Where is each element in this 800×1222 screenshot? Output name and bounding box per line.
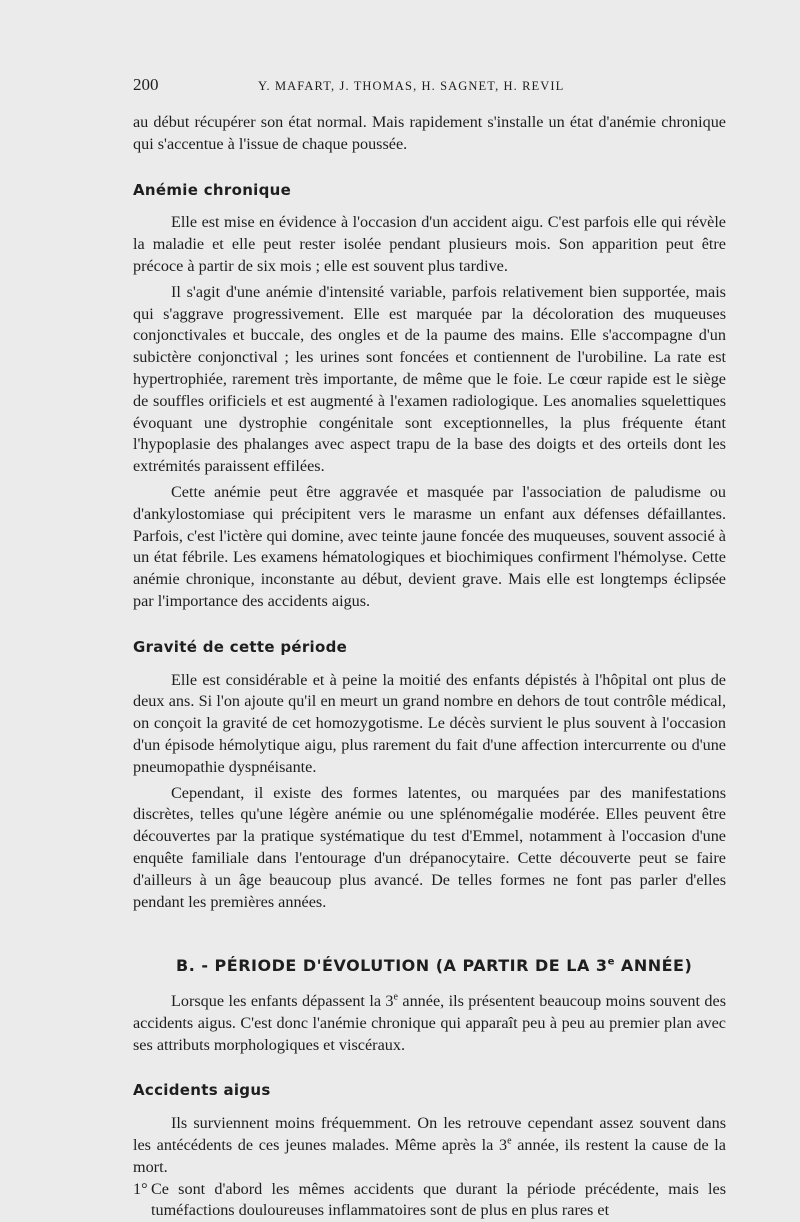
section-b-title-part: B. - PÉRIODE D'ÉVOLUTION (A PARTIR DE LA 3 (176, 956, 608, 976)
paragraph: Cette anémie peut être aggravée et masquée par l'association de paludisme ou d'ankylostomiase qui précipitent vers le marasme un enfant aux défenses défaillantes. Parfois, c'est l'ictère qui domine, avec teinte jaune foncée des muqueuses, souvent associé à un état fébrile. Les examens hématologiques et biochimiques confirment l'hémolyse. Cette anémie chronique, inconstante au début, devient grave. Mais elle est longtemps éclipsée par l'importance des accidents aigus. (133, 482, 726, 610)
superscript: e (607, 956, 615, 968)
text-run: année, ils restent la cause de la mort. (133, 1136, 726, 1176)
page-header (133, 74, 723, 97)
section-b-heading (176, 955, 726, 977)
superscript: e (393, 991, 398, 1003)
text-run: Ils surviennent moins fréquemment. On les retrouve cependant assez souvent dans les antécédents de ces jeunes malades. Même après la 3 (133, 1114, 726, 1155)
text-run: année, ils présentent beaucoup moins souvent des accidents aigus. C'est donc l'anémie chronique qui apparaît peu à peu au premier plan avec ses attributs morphologiques et viscéraux. (133, 992, 726, 1054)
numbered-item (133, 1179, 726, 1222)
text-run: Lorsque les enfants dépassent la 3 (171, 992, 394, 1011)
page-number: 200 (133, 75, 159, 94)
paragraph (133, 991, 726, 1056)
paragraph: Elle est mise en évidence à l'occasion d'un accident aigu. C'est parfois elle qui révèle la maladie et elle peut rester isolée pendant plusieurs mois. Son apparition peut être précoce à partir de six mois ; elle est souvent plus tardive. (133, 213, 726, 275)
page-body (133, 112, 726, 1222)
item-text: Ce sont d'abord les mêmes accidents que durant la période précédente, mais les tuméfactions douloureuses inflammatoires sont de plus en plus rares et (151, 1179, 726, 1220)
running-head: Y. MAFART, J. THOMAS, H. SAGNET, H. REVIL (258, 79, 565, 93)
paragraph: Cependant, il existe des formes latentes, ou marquées par des manifestations discrètes, telles qu'une légère anémie ou une splénomégalie modérée. Elles peuvent être découvertes par la pratique systématique du test d'Emmel, notamment à l'occasion d'une enquête familiale dans l'entourage d'un drépanocytaire. Cette découverte peut se faire d'ailleurs à un âge beaucoup plus avancé. De telles formes ne font pas parler d'elles pendant les premières années. (133, 783, 726, 911)
intro-paragraph: au début récupérer son état normal. Mais rapidement s'installe un état d'anémie chronique qui s'accentue à l'issue de chaque poussée. (133, 113, 726, 153)
heading-anemie-chronique: Anémie chronique (133, 180, 292, 199)
heading-gravite: Gravité de cette période (133, 637, 348, 656)
paragraph: Il s'agit d'une anémie d'intensité variable, parfois relativement bien supportée, mais qui s'aggrave progressivement. Elle est marquée par la décoloration des muqueuses conjonctivales et buccale, des ongles et de la paume des mains. Elle s'accompagne d'un subictère conjonctival ; les urines sont foncées et contiennent de l'urobiline. La rate est hypertrophiée, rarement très importante, de même que le foie. Le cœur rapide est le siège de souffles orificiels et est augmenté à l'examen radiologique. Les anomalies squelettiques évoquant une dystrophie congénitale sont exceptionnelles, la plus fréquente étant l'hypoplasie des phalanges avec aspect trapu de la base des doigts et des orteils dont les extrémités paraissent effilées. (133, 282, 726, 476)
heading-accidents-aigus: Accidents aigus (133, 1081, 271, 1100)
paragraph: Elle est considérable et à peine la moitié des enfants dépistés à l'hôpital ont plus de deux ans. Si l'on ajoute qu'il en meurt un grand nombre en dehors de tout contrôle médical, on conçoit la gravité de cet homozygotisme. Le décès survient le plus souvent à l'occasion d'un épisode hémolytique aigu, plus rarement du fait d'une affection intercurrente ou d'une pneumopathie dyspnéisante. (133, 670, 726, 776)
superscript: e (507, 1135, 512, 1147)
paragraph (133, 1113, 726, 1178)
section-b-title-part: ANNÉE) (614, 956, 693, 976)
item-number: 1° (133, 1179, 148, 1198)
